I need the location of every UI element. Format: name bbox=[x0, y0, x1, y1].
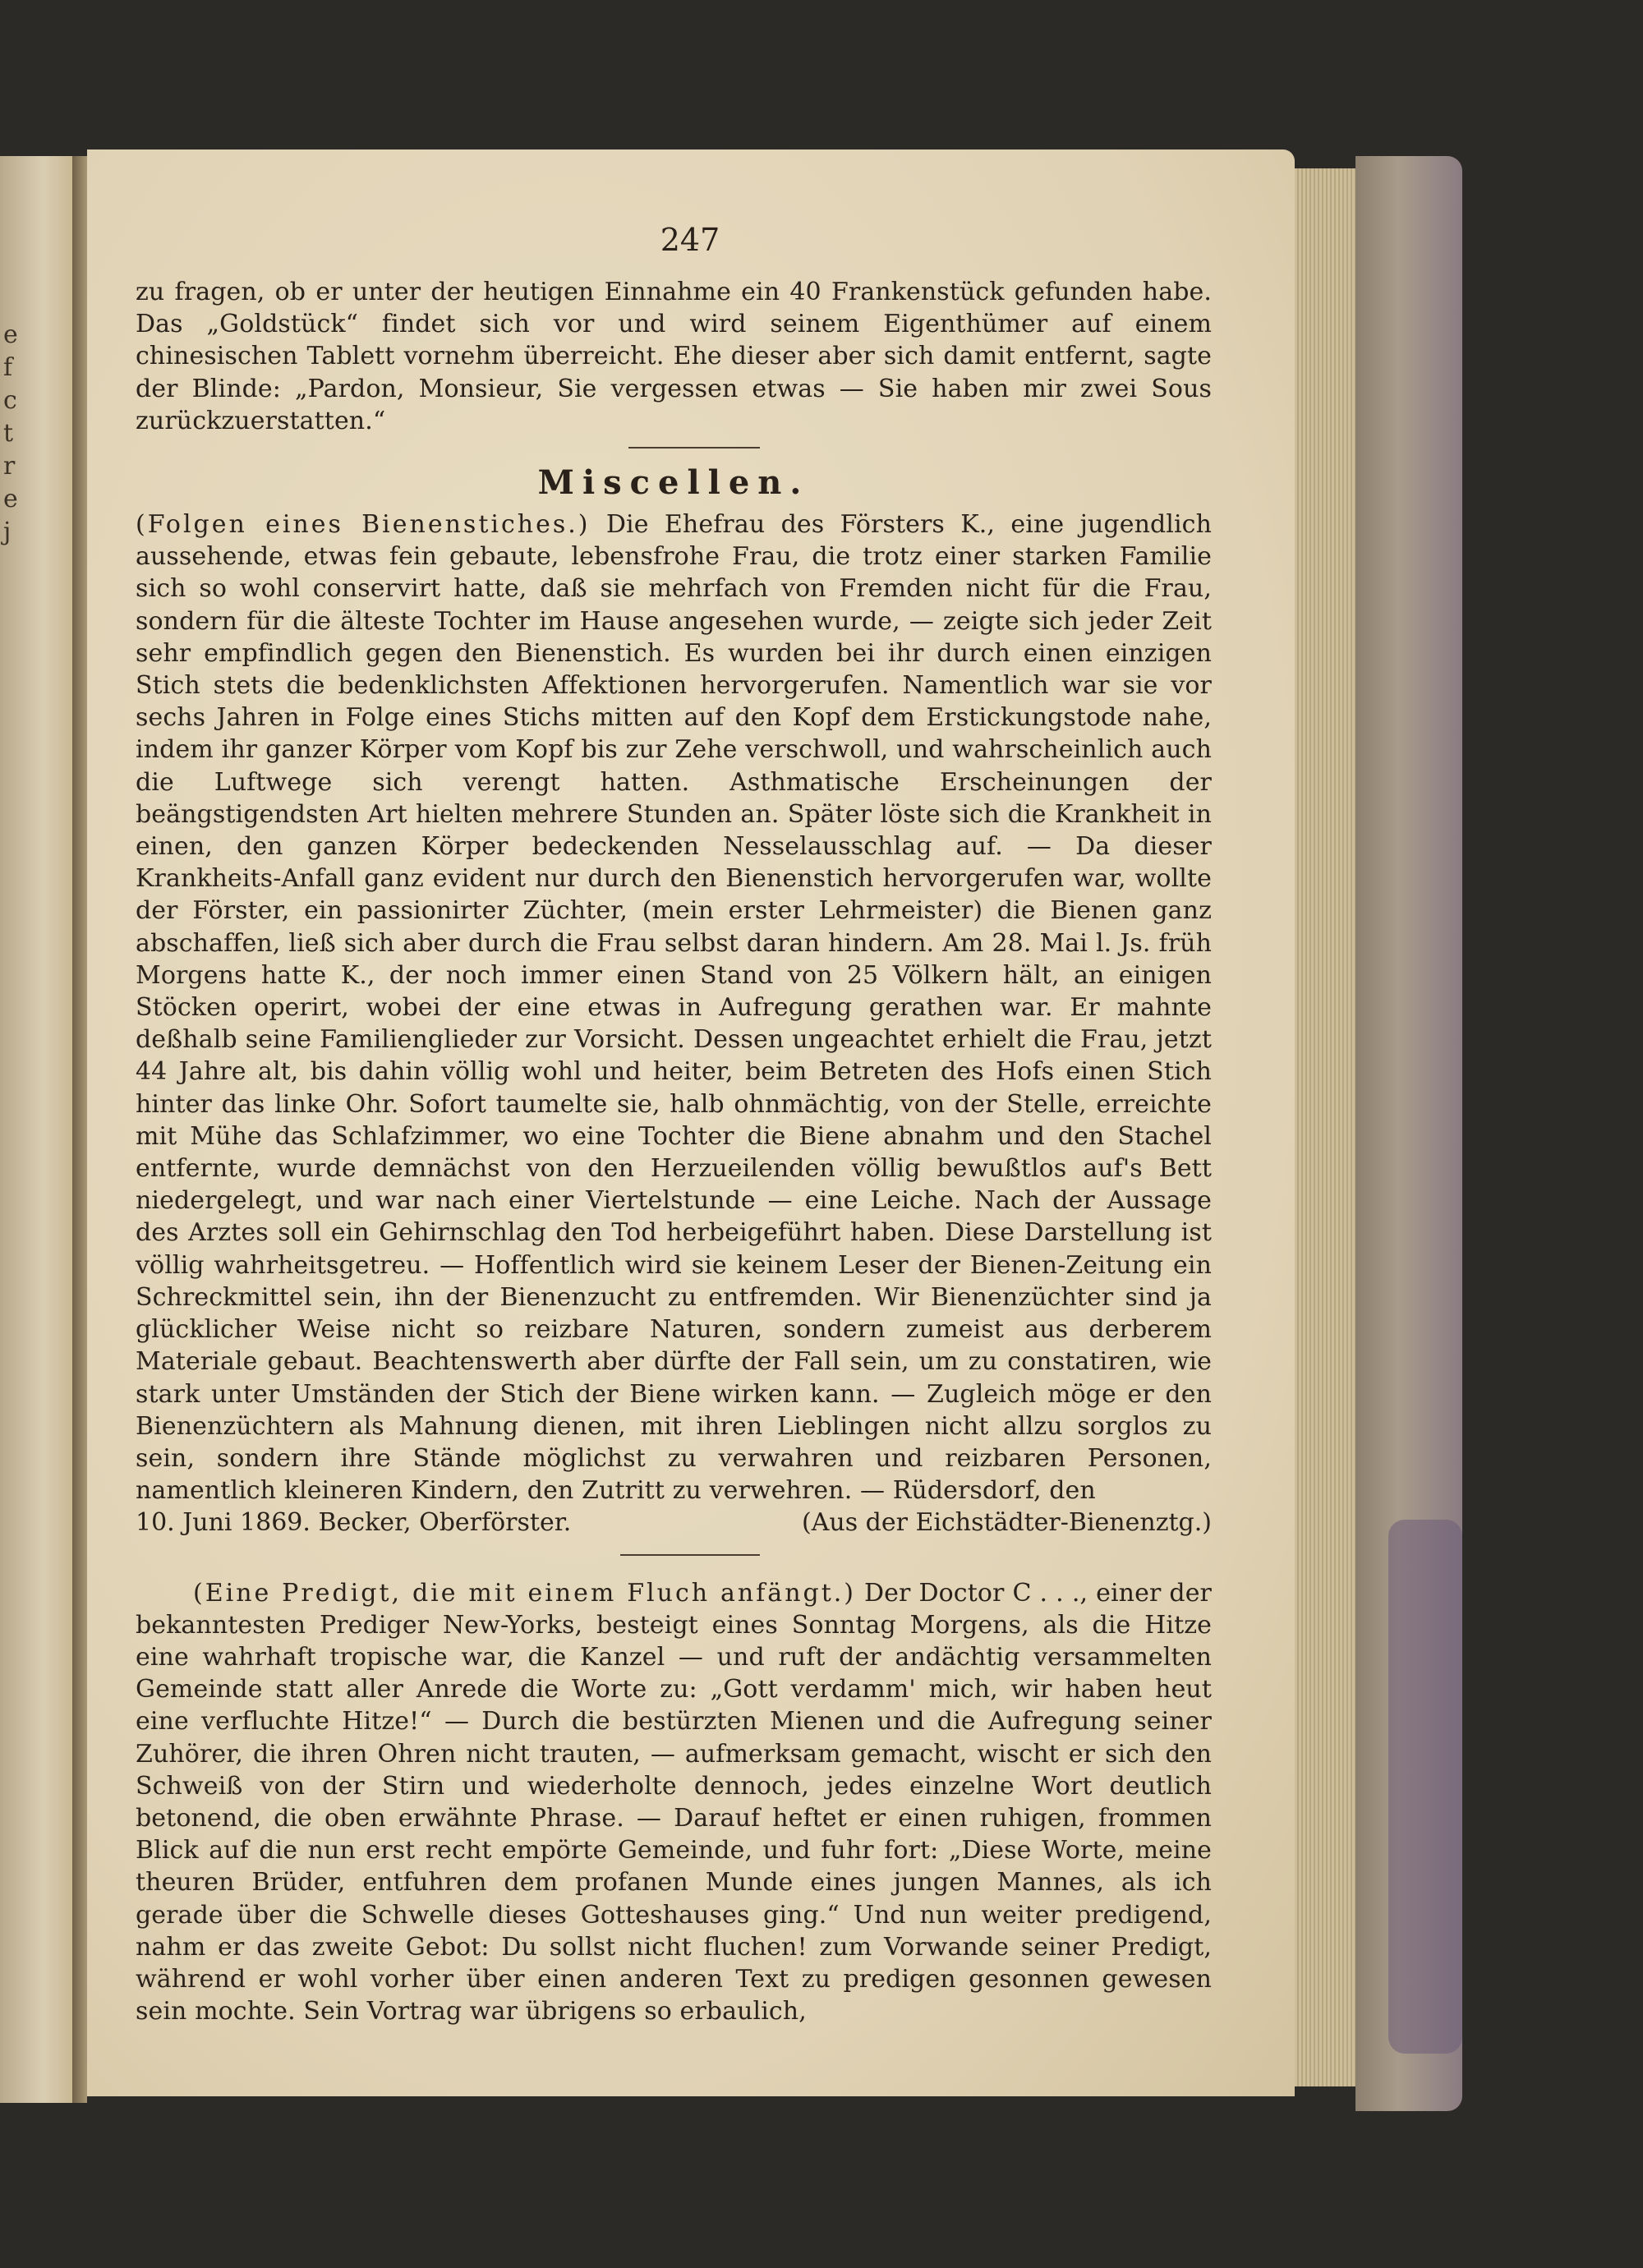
article-sermon bbox=[136, 1577, 1212, 2028]
article-title: (Eine Predigt, die mit einem Fluch anfängt.) bbox=[193, 1578, 857, 1608]
left-page-edge bbox=[0, 156, 75, 2103]
page-edges bbox=[1295, 168, 1360, 2086]
article-body: Der Doctor C . . ., einer der bekanntesten Prediger New-Yorks, besteigt eines Sonntag Morgens, als die Hitze eine wahrhaft tropische war, die Kanzel — und ruft der andächtig versammelten Gemeinde statt aller Anrede die Worte zu: „Gott verdamm' mich, wir haben heut eine verfluchte Hitze!“ — Durch die bestürzten Mienen und die Aufregung seiner Zuhörer, die ihren Ohren nicht trauten, — aufmerksam gemacht, wischt er sich den Schweiß von der Stirn und wiederholte dennoch, jedes einzelne Wort deutlich betonend, die oben erwähnte Phrase. — Darauf heftet er einen ruhigen, frommen Blick auf die nun erst recht empörte Gemeinde, und fuhr fort: „Diese Worte, meine theuren Brüder, entfuhren dem profanen Munde eines jungen Mannes, als ich gerade über die Schwelle dieses Gotteshauses ging.“ Und nun weiter predigend, nahm er das zweite Gebot: Du sollst nicht fluchen! zum Vorwande seiner Predigt, während er wohl vorher über einen anderen Text zu predigen gesonnen gewesen sein mochte. Sein Vortrag war übrigens so erbaulich, bbox=[136, 1578, 1212, 2026]
article-bee-sting bbox=[136, 508, 1212, 1507]
page-number: 247 bbox=[660, 222, 720, 258]
divider bbox=[620, 1554, 760, 1556]
section-heading: Miscellen. bbox=[537, 463, 810, 503]
left-page-fragment: f bbox=[3, 353, 13, 382]
divider bbox=[628, 447, 760, 449]
cover-stain bbox=[1388, 1520, 1462, 2054]
article-source: (Aus der Eichstädter-Bienenztg.) bbox=[802, 1508, 1212, 1538]
article-signature: 10. Juni 1869. Becker, Oberförster. bbox=[136, 1508, 572, 1538]
left-page-fragment: r bbox=[3, 452, 16, 481]
left-page-fragment: e bbox=[3, 320, 18, 349]
left-page-fragment: c bbox=[3, 386, 17, 415]
page-content bbox=[136, 222, 1212, 2027]
left-page-fragment: t bbox=[3, 419, 14, 448]
intro-paragraph: zu fragen, ob er unter der heutigen Einnahme ein 40 Frankenstück gefunden habe. Das „Goldstück“ findet sich vor und wird seinem Eigenthümer auf einem chinesischen Tablett vornehm überreicht. Ehe dieser aber sich damit entfernt, sagte der Blinde: „Pardon, Monsieur, Sie vergessen etwas — Sie haben mir zwei Sous zurückzuerstatten.“ bbox=[136, 278, 1212, 435]
article-signature-line bbox=[136, 1507, 1212, 1539]
left-page-fragment: j bbox=[3, 518, 12, 546]
left-page-fragment: e bbox=[3, 485, 18, 513]
article-body: Die Ehefrau des Försters K., eine jugendlich aussehende, etwas fein gebaute, lebensfrohe Frau, die trotz einer starken Familie sich so wohl conservirt hatte, daß sie mehrfach von Fremden nicht für die Frau, sondern für die älteste Tochter im Hause angesehen wurde, — zeigte sich jeder Zeit sehr empfindlich gegen den Bienenstich. Es wurden bei ihr durch einen einzigen Stich stets die bedenklichsten Affektionen hervorgerufen. Namentlich war sie vor sechs Jahren in Folge eines Stichs mitten auf den Kopf dem Erstickungstode nahe, indem ihr ganzer Körper vom Kopf bis zur Zehe verschwoll, und wahrscheinlich auch die Luftwege sich verengt hatten. Asthmatische Erscheinungen der beängstigendsten Art hielten mehrere Stunden an. Später löste sich die Krankheit in einen, den ganzen Körper bedeckenden Nesselausschlag auf. — Da dieser Krankheits-Anfall ganz evident nur durch den Bienenstich hervorgerufen war, wollte der Förster, ein passionirter Züchter, (mein erster Lehrmeister) die Bienen ganz abschaffen, ließ sich aber durch die Frau selbst daran hindern. Am 28. Mai l. Js. früh Morgens hatte K., der noch immer einen Stand von 25 Völkern hält, an einigen Stöcken operirt, wobei der eine etwas in Aufregung gerathen war. Er mahnte deßhalb seine Familienglieder zur Vorsicht. Dessen ungeachtet erhielt die Frau, jetzt 44 Jahre alt, bis dahin völlig wohl und heiter, beim Betreten des Hofs einen Stich hinter das linke Ohr. Sofort taumelte sie, halb ohnmächtig, von der Stelle, erreichte mit Mühe das Schlafzimmer, wo eine Tochter die Biene abnahm und den Stachel entfernte, wurde demnächst von den Herzueilenden völlig bewußtlos auf's Bett niedergelegt, und war nach einer Viertelstunde — eine Leiche. Nach der Aussage des Arztes soll ein Gehirnschlag den Tod herbeigeführt haben. Diese Darstellung ist völlig wahrheitsgetreu. — Hoffentlich wird sie keinem Leser der Bienen-Zeitung ein Schreckmittel sein, ihn der Bienenzucht zu entfremden. Wir Bienenzüchter sind ja glücklicher Weise nicht so reizbare Naturen, sondern zumeist aus derberem Materiale gebaut. Beachtenswerth aber dürfte der Fall sein, um zu constatiren, wie stark unter Umständen der Stich der Biene wirken kann. — Zugleich möge er den Bienenzüchtern als Mahnung dienen, mit ihren Lieblingen nicht allzu sorglos zu sein, sondern ihre Stände möglichst zu verwahren und reizbaren Personen, namentlich kleineren Kindern, den Zutritt zu verwehren. — Rüdersdorf, den bbox=[136, 510, 1213, 1506]
article-title: (Folgen eines Bienenstiches.) bbox=[136, 510, 591, 540]
book-gutter bbox=[72, 156, 87, 2103]
